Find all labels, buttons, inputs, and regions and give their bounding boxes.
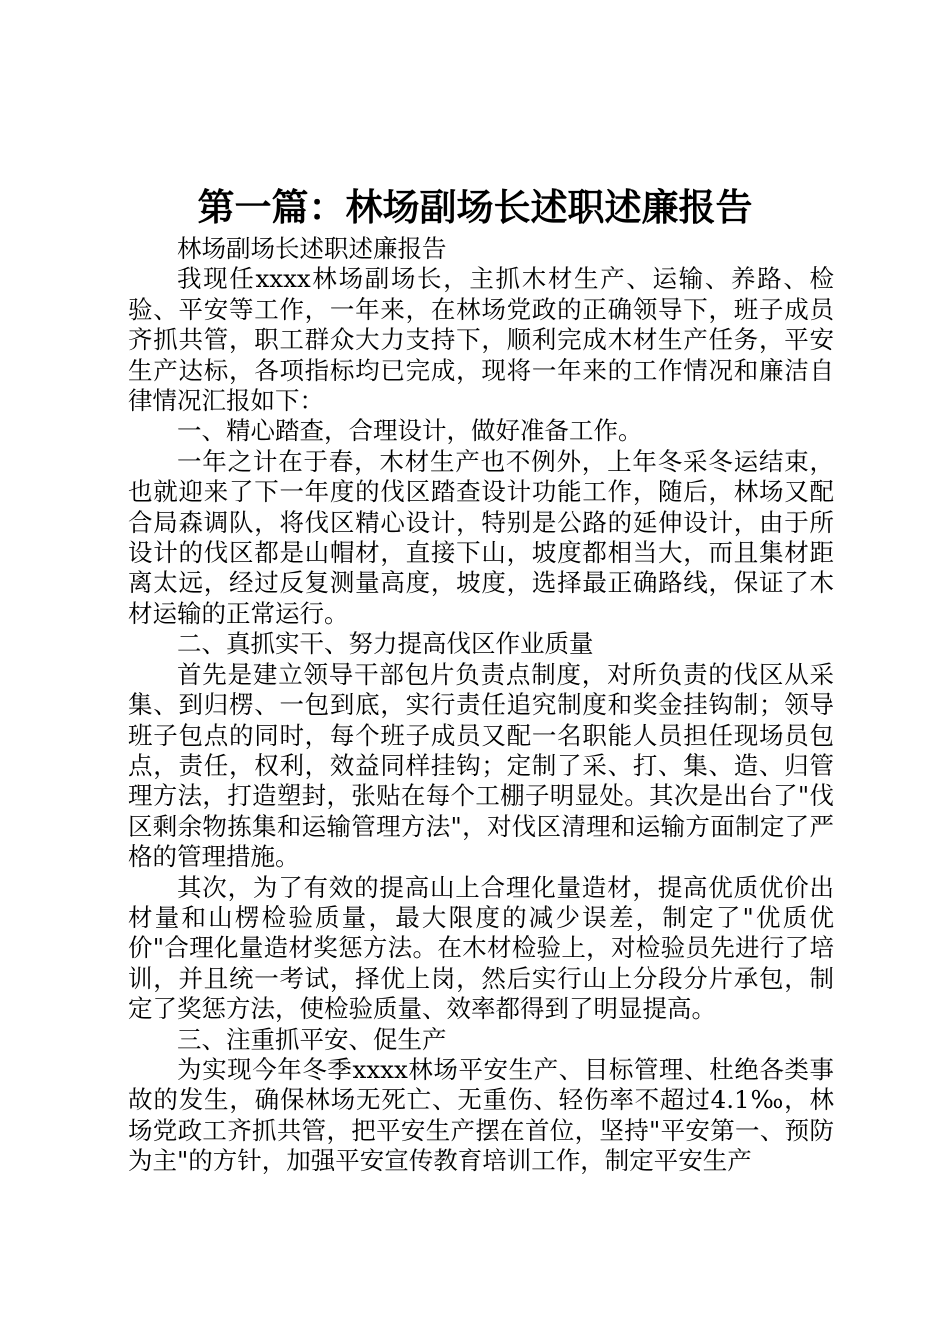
section-heading-3: 三、注重抓平安、促生产 [177, 1024, 447, 1054]
document-title: 第一篇：林场副场长述职述廉报告 [197, 186, 753, 229]
section-heading-1: 一、精心踏查，合理设计，做好准备工作。 [177, 416, 643, 446]
paragraph-section-3: 为实现今年冬季xxxx林场平安生产、目标管理、杜绝各类事故的发生，确保林场无死亡、无重伤、轻伤率不超过4.1‰，林场党政工齐抓共管，把平安生产摆在首位，坚持"平安第一、预防为主"的方针，加强平安宣传教育培训工作，制定平安生产 [128, 1054, 834, 1176]
paragraph-intro: 我现任xxxx林场副场长，主抓木材生产、运输、养路、检验、平安等工作，一年来，在林场党政的正确领导下，班子成员齐抓共管，职工群众大力支持下，顺利完成木材生产任务，平安生产达标，各项指标均已完成，现将一年来的工作情况和廉洁自律情况汇报如下： [128, 264, 834, 416]
paragraph-section-2a: 首先是建立领导干部包片负责点制度，对所负责的伐区从采集、到归楞、一包到底，实行责任追究制度和奖金挂钩制；领导班子包点的同时，每个班子成员又配一名职能人员担任现场员包点，责任，权利，效益同样挂钩；定制了采、打、集、造、归管理方法，打造塑封，张贴在每个工棚子明显处。其次是出台了"伐区剩余物拣集和运输管理方法"，对伐区清理和运输方面制定了严格的管理措施。 [128, 659, 834, 872]
paragraph-subtitle: 林场副场长述职述廉报告 [177, 234, 447, 263]
paragraph-section-1: 一年之计在于春，木材生产也不例外，上年冬采冬运结束，也就迎来了下一年度的伐区踏查设计功能工作，随后，林场又配合局森调队，将伐区精心设计，特别是公路的延伸设计，由于所设计的伐区都是山帽材，直接下山，坡度都相当大，而且集材距离太远，经过反复测量高度，坡度，选择最正确路线，保证了木材运输的正常运行。 [128, 446, 834, 628]
section-heading-2: 二、真抓实干、努力提高伐区作业质量 [177, 629, 594, 659]
paragraph-section-2b: 其次，为了有效的提高山上合理化量造材，提高优质优价出材量和山楞检验质量，最大限度的减少误差，制定了"优质优价"合理化量造材奖惩方法。在木材检验上，对检验员先进行了培训，并且统一考试，择优上岗，然后实行山上分段分片承包，制定了奖惩方法，使检验质量、效率都得到了明显提高。 [128, 872, 834, 1024]
document-body [128, 234, 834, 1177]
